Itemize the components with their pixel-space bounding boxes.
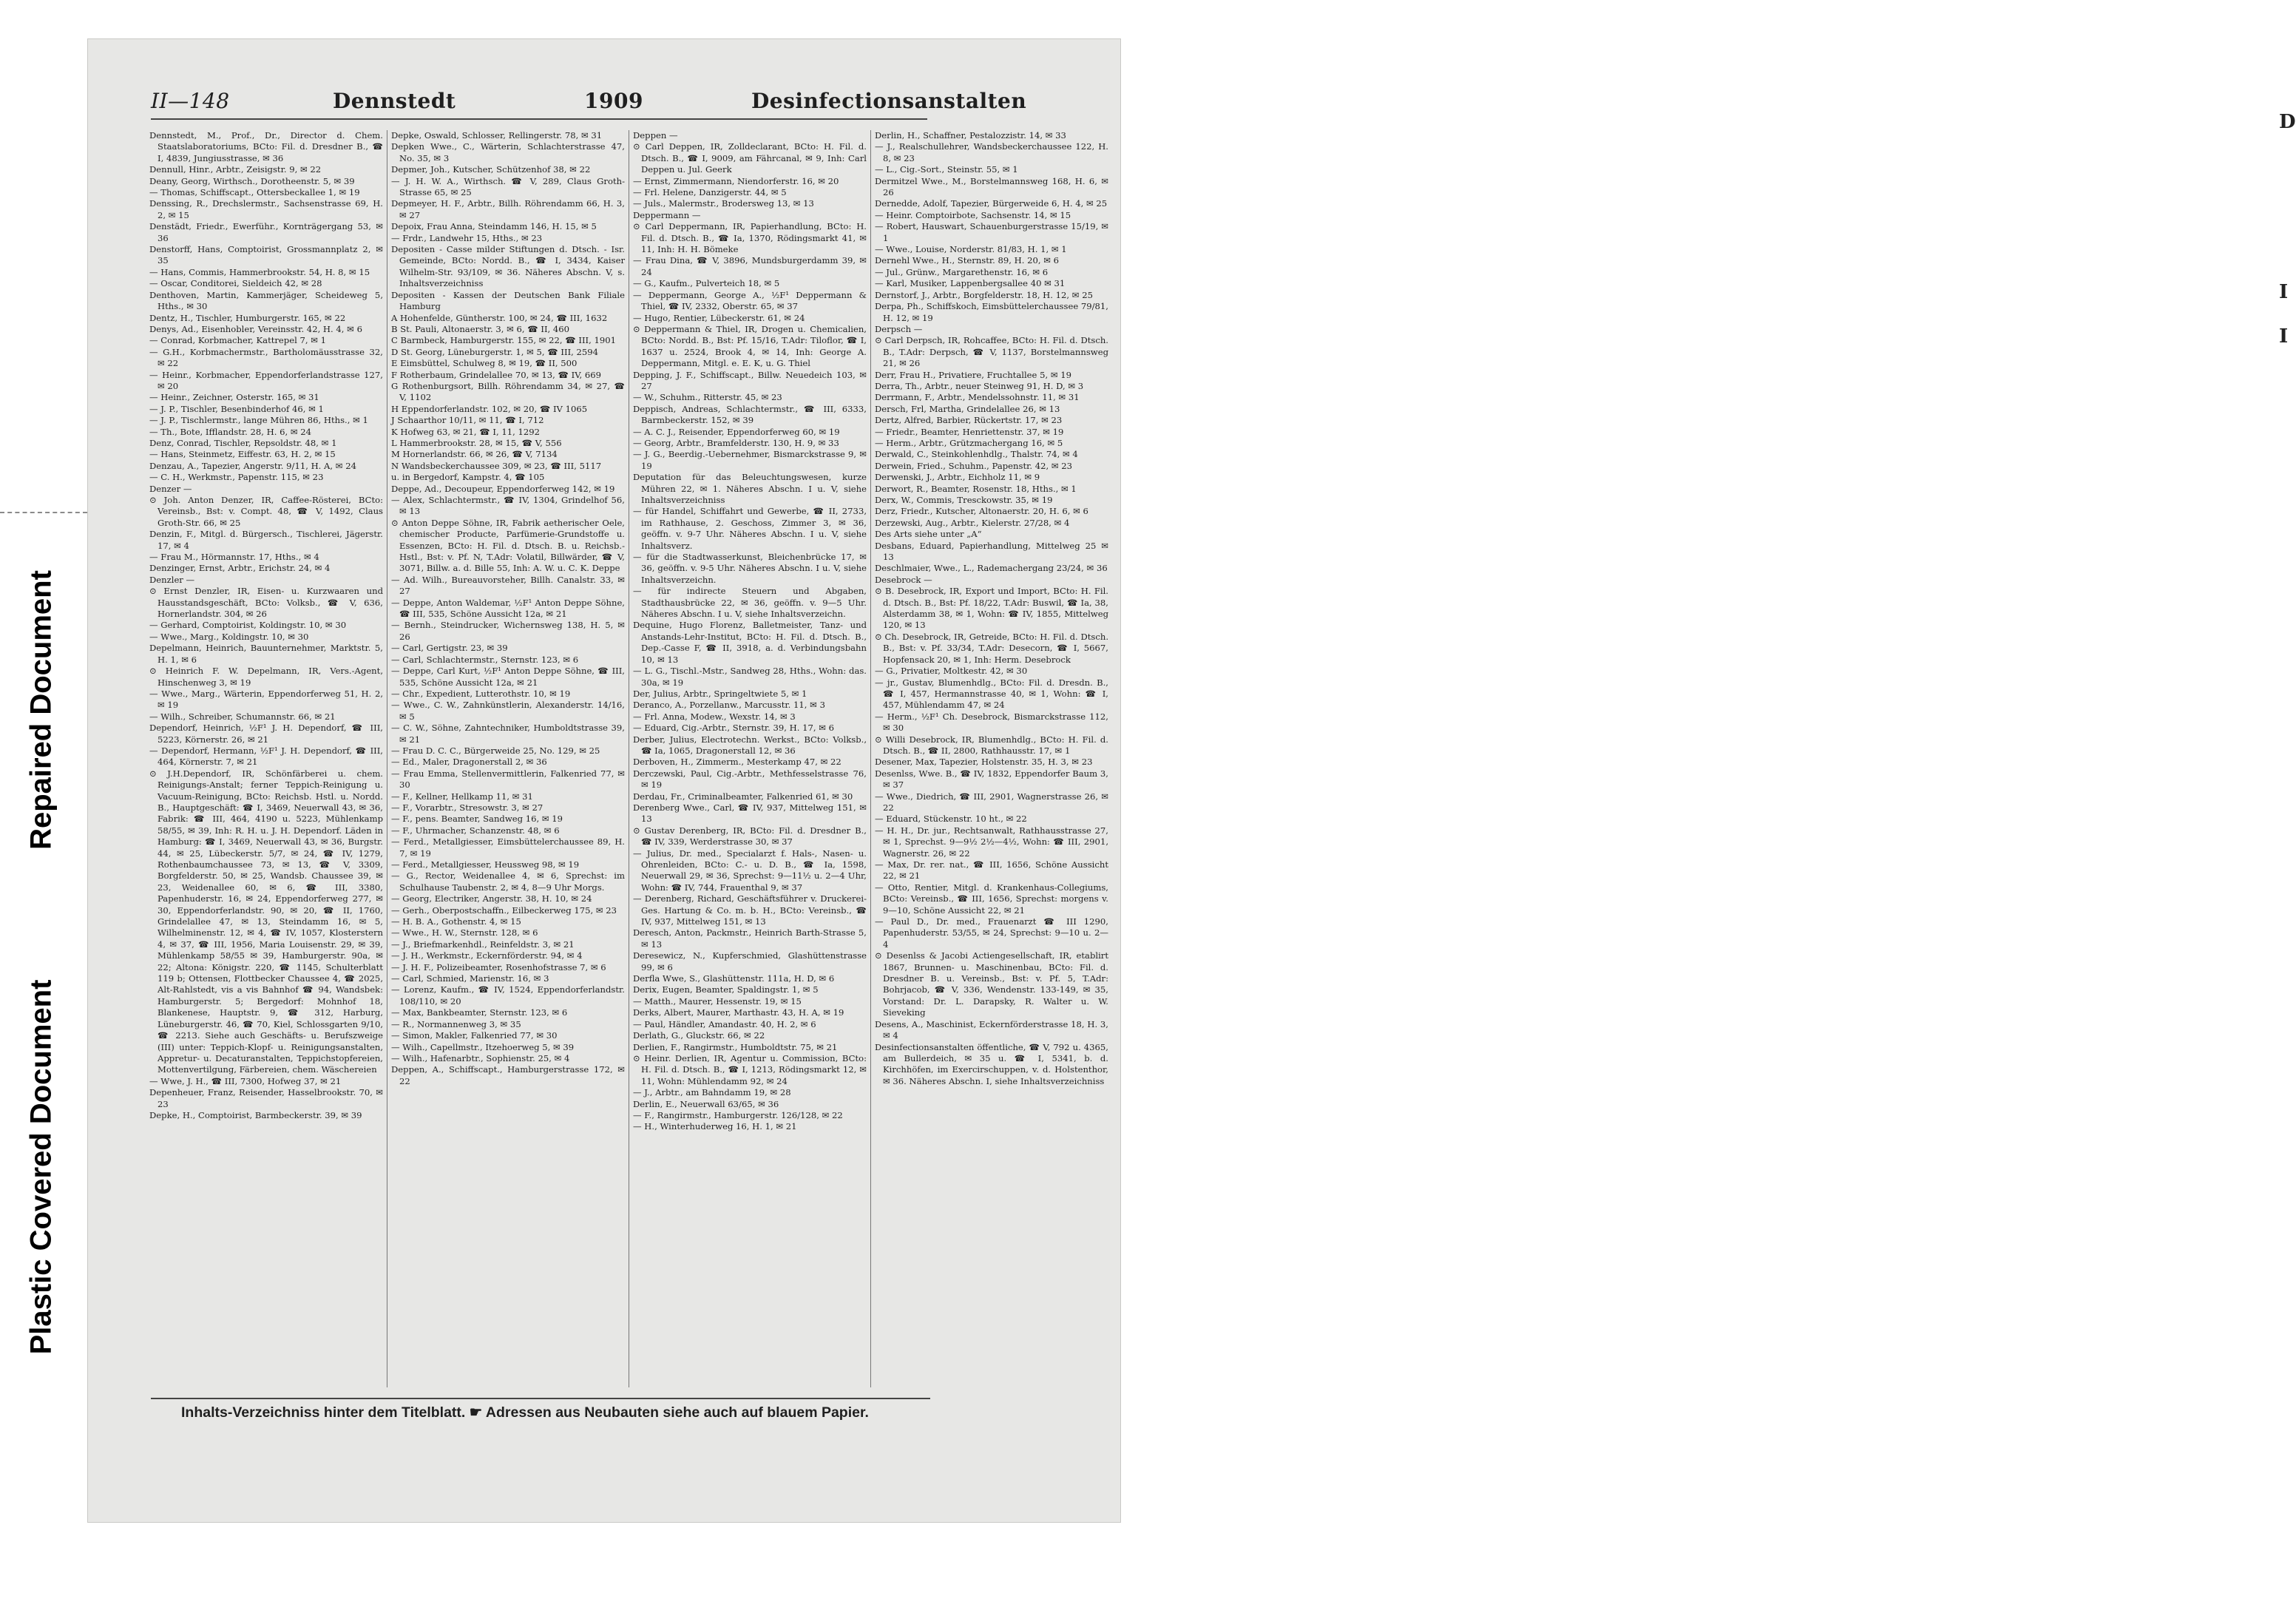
directory-entry: Derlien, F., Rangirmstr., Humboldtstr. 75, ✉ 21 bbox=[633, 1041, 838, 1052]
directory-entry: Derber, Julius, Electrotechn. Werkst., BCto: Volksb., ☎ Ia, 1065, Dragonerstall 12, ✉ 36 bbox=[633, 734, 867, 756]
directory-entry: Denzer — bbox=[149, 483, 192, 494]
directory-entry: ⊙ Willi Desebrock, IR, Blumenhdlg., BCto: H. Fil. d. Dtsch. B., ☎ II, 2800, Rathhausstr. 17, ✉ 1 bbox=[875, 734, 1108, 756]
directory-entry: — Wilh., Schreiber, Schumannstr. 66, ✉ 21 bbox=[149, 711, 336, 722]
directory-entry: — Eduard, Stückenstr. 10 ht., ✉ 22 bbox=[875, 814, 1027, 825]
directory-entry: — Th., Bote, Ifflandstr. 28, H. 6, ✉ 24 bbox=[149, 426, 312, 437]
directory-entry: ⊙ J.H.Dependorf, IR, Schönfärberei u. chem. Reinigungs-Anstalt; ferner Teppich-Reinigung u. Vacuum-Reinigung, BCto: Reichsb. Hstl. u. Nordd. B., Hauptgeschäft: ☎ I, 3469, Neuerwall 43, ✉ 36, Fabrik: ☎ III, 464, 4190 u. 5223, Mühlenkamp 58/55, ✉ 39, Inh: R. H. u. J. H. Dependorf. Läden in Hamburg: ☎ I, 3469, Neuerwall 43, ✉ 36, Burgstr. 44, ✉ 25, Lübeckerstr. 5/7, ✉ 24, ☎ IV, 1279, Rothenbaumchaussee 73, ✉ 13, ☎ V, 3309, Borgfelderstr. 50, ✉ 25, Wandsb. Chaussee 39, ✉ 23, Weidenallee 60, ✉ 6, ☎ III, 3380, Papenhuderstr. 16, ✉ 24, Eppendorferweg 277, ✉ 30, Eppendorferlandstr. 90, ✉ 20, ☎ II, 1760, Grindelallee 47, ✉ 13, Steindamm 16, ✉ 5, Wilhelminenstr. 12, ✉ 4, ☎ IV, 1057, Klosterstern 4, ✉ 37, ☎ III, 1956, Maria Louisenstr. 29, ✉ 39, Mühlenkamp 58/55 ✉ 39, Hamburgerstr. 90a, ✉ 22; Altona: Königstr. 220, ☎ 1145, Schulterblatt 119 b; Ottensen, Flottbecker Chaussee 4, ☎ 2025, Alt-Rahlstedt, vis a vis Bahnhof ☎ 94, Wandsbek: Hamburgerstr. 5; Bergedorf: Mohnhof 18, Blankenese, Hauptstr. 9, ☎ 312, Harburg, Lüneburgerstr. 46, ☎ 70, Kiel, Schlossgarten 9/10, ☎ 2213. Siehe auch Geschäfts- u. Berufszweige (III) unter: Teppich-Klopf- u. Reinigungsanstalten, Appretur- u. Decaturanstalten, Teppichstopfereien, Mottenvertilgung, Färbereien, chem. Wäschereien bbox=[149, 768, 383, 1075]
directory-entry: G Rothenburgsort, Billh. Röhrendamm 34, ✉ 27, ☎ V, 1102 bbox=[391, 380, 625, 403]
footer-rule bbox=[151, 1398, 930, 1399]
directory-entry: Der, Julius, Arbtr., Springeltwiete 5, ✉ 1 bbox=[633, 688, 807, 699]
directory-entry: Desens, A., Maschinist, Eckernförderstrasse 18, H. 3, ✉ 4 bbox=[875, 1018, 1108, 1041]
directory-entry: Derboven, H., Zimmerm., Mesterkamp 47, ✉ 22 bbox=[633, 757, 841, 768]
edge-fragment: I bbox=[2279, 325, 2289, 348]
directory-entry: — W., Schuhm., Ritterstr. 45, ✉ 23 bbox=[633, 392, 782, 403]
directory-entry: Deresewicz, N., Kupferschmied, Glashüttenstrasse 99, ✉ 6 bbox=[633, 950, 867, 973]
directory-entry: Derzewski, Aug., Arbtr., Kielerstr. 27/28, ✉ 4 bbox=[875, 517, 1070, 528]
directory-entry: — Paul D., Dr. med., Frauenarzt ☎ III 1290, Papenhuderstr. 53/55, ✉ 24, Sprechst: 9—10 u. 2—4 bbox=[875, 916, 1108, 950]
directory-entry: ⊙ Desenlss & Jacobi Actiengesellschaft, IR, etablirt 1867, Brunnen- u. Maschinenbau, BCto: Fil. d. Dresdner B. u. Vereinsb., Bst: v. Pf. 5, T.Adr: Bohrjacob, ☎ V, 336, Wendenstr. 133-149, ✉ 35, Vorstand: Dr. L. Darapsky, R. Walter u. W. Sieveking bbox=[875, 950, 1108, 1018]
directory-entry: Depken Wwe., C., Wärterin, Schlachterstrasse 47, No. 35, ✉ 3 bbox=[391, 141, 625, 163]
directory-entry: Desenlss, Wwe. B., ☎ IV, 1832, Eppendorfer Baum 3, ✉ 37 bbox=[875, 768, 1108, 791]
directory-entry: — Wwe., Marg., Koldingstr. 10, ✉ 30 bbox=[149, 631, 309, 642]
directory-entry: — Deppe, Carl Kurt, ½F¹ Anton Deppe Söhne, ☎ III, 535, Schöne Aussicht 12a, ✉ 21 bbox=[391, 666, 625, 688]
directory-column-1 bbox=[149, 130, 383, 1393]
directory-entry: Dersch, Frl, Martha, Grindelallee 26, ✉ 13 bbox=[875, 403, 1060, 414]
directory-entry: — J., Realschullehrer, Wandsbeckerchaussee 122, H. 8, ✉ 23 bbox=[875, 141, 1108, 163]
directory-entry: — Wwe, J. H., ☎ III, 7300, Hofweg 37, ✉ 21 bbox=[149, 1075, 342, 1086]
directory-entry: Denssing, R., Drechslermstr., Sachsenstrasse 69, H. 2, ✉ 15 bbox=[149, 198, 383, 220]
directory-entry: E Eimsbüttel, Schulweg 8, ✉ 19, ☎ II, 500 bbox=[391, 358, 578, 369]
directory-entry: — Ed., Maler, Dragonerstall 2, ✉ 36 bbox=[391, 757, 547, 768]
directory-entry: — J., Briefmarkenhdl., Reinfeldstr. 3, ✉ 21 bbox=[391, 938, 575, 950]
directory-entry: — G., Rector, Weidenallee 4, ✉ 6, Sprechst: im Schulhause Taubenstr. 2, ✉ 4, 8—9 Uhr Morgs. bbox=[391, 870, 625, 893]
directory-column-3 bbox=[633, 130, 867, 1393]
directory-entry: — für indirecte Steuern und Abgaben, Stadthausbrücke 22, ✉ 36, geöffn. v. 9—5 Uhr. Näheres Abschn. I u. V, siehe Inhaltsverzeichn. bbox=[633, 586, 867, 620]
directory-entry: Derlin, E., Neuerwall 63/65, ✉ 36 bbox=[633, 1098, 779, 1109]
directory-entry: Derwort, R., Beamter, Rosenstr. 18, Hths., ✉ 1 bbox=[875, 483, 1077, 494]
directory-entry: — G., Kaufm., Pulverteich 18, ✉ 5 bbox=[633, 278, 780, 289]
covered-document-text: Plastic Covered Document bbox=[24, 979, 58, 1354]
directory-entry: — Wwe., Marg., Wärterin, Eppendorferweg 51, H. 2, ✉ 19 bbox=[149, 688, 383, 711]
directory-entry: Depping, J. F., Schiffscapt., Billw. Neuedeich 103, ✉ 27 bbox=[633, 369, 867, 391]
directory-entry: Dertz, Alfred, Barbier, Rückertstr. 17, ✉ 23 bbox=[875, 415, 1063, 426]
directory-entry: — Gerhard, Comptoirist, Koldingstr. 10, ✉ 30 bbox=[149, 620, 347, 631]
directory-entry: — Carl, Schmied, Marienstr. 16, ✉ 3 bbox=[391, 973, 549, 984]
directory-entry: — Gerh., Oberpostschaffn., Eilbeckerweg 175, ✉ 23 bbox=[391, 904, 617, 916]
directory-entry: — für Handel, Schiffahrt und Gewerbe, ☎ II, 2733, im Rathhause, 2. Geschoss, Zimmer 3, ✉ 36, geöffn. v. 9-7 Uhr. Näheres Abschn. I u. V, siehe Inhaltsverz. bbox=[633, 506, 867, 551]
directory-entry: — Frl. Anna, Modew., Wexstr. 14, ✉ 3 bbox=[633, 711, 796, 722]
directory-entry: M Hornerlandstr. 66, ✉ 26, ☎ V, 7134 bbox=[391, 449, 558, 460]
directory-entry: — Hugo, Rentier, Lübeckerstr. 61, ✉ 24 bbox=[633, 312, 805, 323]
directory-column-4 bbox=[875, 130, 1108, 1393]
directory-entry: Desener, Max, Tapezier, Holstenstr. 35, H. 3, ✉ 23 bbox=[875, 757, 1093, 768]
directory-entry: Dernedde, Adolf, Tapezier, Bürgerweide 6, H. 4, ✉ 25 bbox=[875, 198, 1108, 209]
directory-entry: Deppe, Ad., Decoupeur, Eppendorferweg 142, ✉ 19 bbox=[391, 483, 615, 494]
directory-entry: — Wilh., Hafenarbtr., Sophienstr. 25, ✉ 4 bbox=[391, 1052, 570, 1063]
directory-entry: — Dependorf, Hermann, ½F¹ J. H. Dependorf, ☎ III, 464, Körnerstr. 7, ✉ 21 bbox=[149, 745, 383, 768]
directory-entry: Depke, Oswald, Schlosser, Rellingerstr. 78, ✉ 31 bbox=[391, 130, 603, 141]
directory-entry: ⊙ Deppermann & Thiel, IR, Drogen u. Chemicalien, BCto: Nordd. B., Bst: Pf. 15/16, T.Adr: Tiloflor, ☎ I, 1637 u. 2524, Brook 4, ✉ 14, Inh: George A. Deppermann, Mitgl. e. E. K, u. G. Thiel bbox=[633, 323, 867, 369]
directory-entry: Depoix, Frau Anna, Steindamm 146, H. 15, ✉ 5 bbox=[391, 221, 597, 232]
directory-entry: — F., Uhrmacher, Schanzenstr. 48, ✉ 6 bbox=[391, 825, 560, 836]
directory-entry: Denzinger, Ernst, Arbtr., Erichstr. 24, ✉ 4 bbox=[149, 563, 331, 574]
directory-column-2 bbox=[391, 130, 625, 1393]
directory-entry: Deppisch, Andreas, Schlachtermstr., ☎ III, 6333, Barmbeckerstr. 152, ✉ 39 bbox=[633, 403, 867, 426]
directory-entry: Deany, Georg, Wirthsch., Dorotheenstr. 5, ✉ 39 bbox=[149, 175, 355, 186]
directory-entry: — Deppe, Anton Waldemar, ½F¹ Anton Deppe Söhne, ☎ III, 535, Schöne Aussicht 12a, ✉ 21 bbox=[391, 597, 625, 620]
directory-entry: ⊙ Anton Deppe Söhne, IR, Fabrik aetherischer Oele, chemischer Producte, Parfümerie-Grundstoffe u. Essenzen, BCto: H. Fil. d. Dtsch. B. u. Reichsb.-Hstl., Bst: v. Pf. N, T.Adr: Volatil, Billwärder, ☎ V, 3071, Billw. a. d. Bille 55, Inh: A. W. u. C. K. Deppe bbox=[391, 517, 625, 574]
directory-entry: L Hammerbrookstr. 28, ✉ 15, ☎ V, 556 bbox=[391, 437, 562, 448]
directory-entry: ⊙ Ch. Desebrock, IR, Getreide, BCto: H. Fil. d. Dtsch. B., Bst: v. Pf. 33/34, T.Adr: Desecorn, ☎ I, 5667, Hopfensack 20, ✉ 1, Inh: Herm. Desebrock bbox=[875, 631, 1108, 665]
directory-entry: — Julius, Dr. med., Specialarzt f. Hals-, Nasen- u. Ohrenleiden, BCto: C.- u. D. B., ☎ Ia, 1598, Neuerwall 29, ✉ 36, Sprechst: 9—11½ u. 2—4 Uhr, Wohn: ☎ IV, 744, Frauenthal 9, ✉ 37 bbox=[633, 848, 867, 893]
directory-entry: ⊙ B. Desebrock, IR, Export und Import, BCto: H. Fil. d. Dtsch. B., Bst: Pf. 18/22, T.Adr: Buswil, ☎ Ia, 38, Alsterdamm 38, ✉ 1, Wohn: ☎ IV, 1855, Mittelweg 120, ✉ 13 bbox=[875, 586, 1108, 631]
directory-entry: Dependorf, Heinrich, ½F¹ J. H. Dependorf, ☎ III, 5223, Körnerstr. 26, ✉ 21 bbox=[149, 723, 383, 745]
directory-entry: — Matth., Maurer, Hessenstr. 19, ✉ 15 bbox=[633, 995, 802, 1007]
directory-entry: — Ferd., Metallgiesser, Eimsbüttelerchaussee 89, H. 7, ✉ 19 bbox=[391, 836, 625, 859]
directory-entry: ⊙ Carl Derpsch, IR, Rohcaffee, BCto: H. Fil. d. Dtsch. B., T.Adr: Derpsch, ☎ V, 1137, Borstelmannsweg 21, ✉ 26 bbox=[875, 335, 1108, 369]
directory-entry: Denys, Ad., Eisenhobler, Vereinsstr. 42, H. 4, ✉ 6 bbox=[149, 323, 362, 334]
directory-entry: — F., Rangirmstr., Hamburgerstr. 126/128, ✉ 22 bbox=[633, 1109, 843, 1120]
directory-entry: — Heinr., Korbmacher, Eppendorferlandstrasse 127, ✉ 20 bbox=[149, 369, 383, 391]
directory-entry: ⊙ Carl Deppen, IR, Zolldeclarant, BCto: H. Fil. d. Dtsch. B., ☎ I, 9009, am Fährcanal, ✉ 9, Inh: Carl Deppen u. Jul. Geerk bbox=[633, 141, 867, 175]
directory-entry: Denthoven, Martin, Kammerjäger, Scheideweg 5, Hths., ✉ 30 bbox=[149, 289, 383, 312]
directory-entry: Dequine, Hugo Florenz, Balletmeister, Tanz- und Anstands-Lehr-Institut, BCto: H. Fil. d. Dtsch. B., Dep.-Casse F, ☎ II, 3918, a. d. Verbindungsbahn 10, ✉ 13 bbox=[633, 620, 867, 665]
directory-entry: — Hans, Steinmetz, Eiffestr. 63, H. 2, ✉ 15 bbox=[149, 449, 336, 460]
directory-entry: ⊙ Carl Deppermann, IR, Papierhandlung, BCto: H. Fil. d. Dtsch. B., ☎ Ia, 1370, Rödingsmarkt 41, ✉ 11, Inh: H. H. Bömeke bbox=[633, 221, 867, 255]
directory-entry: — jr., Gustav, Blumenhdlg., BCto: Fil. d. Dresdn. B., ☎ I, 457, Hermannstrasse 40, ✉ 1, Wohn: ☎ I, 457, Mühlendamm 47, ✉ 24 bbox=[875, 677, 1108, 711]
repaired-document-label bbox=[3, 518, 80, 902]
directory-entry: — Conrad, Korbmacher, Kattrepel 7, ✉ 1 bbox=[149, 335, 326, 346]
edge-fragment: D bbox=[2279, 111, 2296, 133]
directory-entry: — J. P., Tischlermstr., lange Mühren 86, Hths., ✉ 1 bbox=[149, 415, 368, 426]
running-header bbox=[151, 89, 1027, 118]
directory-entry: ⊙ Heinrich F. W. Depelmann, IR, Vers.-Agent, Hinschenweg 3, ✉ 19 bbox=[149, 666, 383, 688]
directory-entry: Derczewski, Paul, Cig.-Arbtr., Methfesselstrasse 76, ✉ 19 bbox=[633, 768, 867, 791]
directory-entry: — C. H., Werkmstr., Papenstr. 115, ✉ 23 bbox=[149, 472, 324, 483]
directory-entry: — Max, Bankbeamter, Sternstr. 123, ✉ 6 bbox=[391, 1007, 568, 1018]
directory-entry: Depelmann, Heinrich, Bauunternehmer, Marktstr. 5, H. 1, ✉ 6 bbox=[149, 643, 383, 665]
directory-entry: Dennstedt, M., Prof., Dr., Director d. Chem. Staatslaboratoriums, BCto: Fil. d. Dresdner B., ☎ I, 4839, Jungiusstrasse, ✉ 36 bbox=[149, 130, 383, 163]
directory-entry: Desbans, Eduard, Papierhandlung, Mittelweg 25 ✉ 13 bbox=[875, 540, 1108, 563]
directory-entry: — Alex, Schlachtermstr., ☎ IV, 1304, Grindelhof 56, ✉ 13 bbox=[391, 495, 625, 517]
directory-entry: — Oscar, Conditorei, Sieldeich 42, ✉ 28 bbox=[149, 278, 322, 289]
header-name: Dennstedt bbox=[333, 89, 456, 113]
directory-entry: — Frau Dina, ☎ V, 3896, Mundsburgerdamm 39, ✉ 24 bbox=[633, 255, 867, 277]
directory-entry: Denzin, F., Mitgl. d. Bürgersch., Tischlerei, Jägerstr. 17, ✉ 4 bbox=[149, 529, 383, 551]
directory-entry: — Deppermann, George A., ½F¹ Deppermann & Thiel, ☎ IV, 2332, Oberstr. 65, ✉ 37 bbox=[633, 289, 867, 312]
directory-entry: Derx, W., Commis, Tresckowstr. 35, ✉ 19 bbox=[875, 495, 1053, 505]
directory-entry: Derpsch — bbox=[875, 323, 923, 334]
directory-entry: — Frdr., Landwehr 15, Hths., ✉ 23 bbox=[391, 232, 543, 243]
directory-entry: Dernstorf, J., Arbtr., Borgfelderstr. 18, H. 12, ✉ 25 bbox=[875, 289, 1093, 300]
directory-entry: — Ferd., Metallgiesser, Heussweg 98, ✉ 19 bbox=[391, 859, 580, 870]
directory-entry: B St. Pauli, Altonaerstr. 3, ✉ 6, ☎ II, 460 bbox=[391, 323, 570, 334]
directory-entry: — Georg, Arbtr., Bramfelderstr. 130, H. 9, ✉ 33 bbox=[633, 437, 839, 448]
directory-entry: Depmeyer, H. F., Arbtr., Billh. Röhrendamm 66, H. 3, ✉ 27 bbox=[391, 198, 625, 220]
header-section: Desinfectionsanstalten bbox=[751, 89, 1027, 113]
directory-entry: — Frau Emma, Stellenvermittlerin, Falkenried 77, ✉ 30 bbox=[391, 768, 625, 791]
directory-entry: — F., pens. Beamter, Sandweg 16, ✉ 19 bbox=[391, 814, 563, 825]
directory-entry: Derwein, Fried., Schuhm., Papenstr. 42, ✉ 23 bbox=[875, 460, 1073, 471]
directory-entry: Depmer, Joh., Kutscher, Schützenhof 38, ✉ 22 bbox=[391, 164, 591, 175]
directory-entry: Depenheuer, Franz, Reisender, Hasselbrookstr. 70, ✉ 23 bbox=[149, 1087, 383, 1109]
directory-entry: Deresch, Anton, Packmstr., Heinrich Barth-Strasse 5, ✉ 13 bbox=[633, 927, 867, 950]
directory-entry: Desinfectionsanstalten öffentliche, ☎ V, 792 u. 4365, am Bullerdeich, ✉ 35 u. ☎ I, 5341, b. d. Kirchhöfen, im Exercirschuppen, v. d. Holstenthor, ✉ 36. Näheres Abschn. I, siehe Inhaltsverzeichniss bbox=[875, 1041, 1108, 1086]
directory-entry: Derwenski, J., Arbtr., Eichholz 11, ✉ 9 bbox=[875, 472, 1040, 483]
directory-entry: D St. Georg, Lüneburgerstr. 1, ✉ 5, ☎ III, 2594 bbox=[391, 346, 599, 357]
directory-entry: — Herm., ½F¹ Ch. Desebrock, Bismarckstrasse 112, ✉ 30 bbox=[875, 711, 1108, 734]
directory-entry: Derdau, Fr., Criminalbeamter, Falkenried 61, ✉ 30 bbox=[633, 791, 853, 802]
edge-fragment: I bbox=[2279, 281, 2289, 303]
column-divider bbox=[870, 130, 871, 1387]
directory-entry: — J. P., Tischler, Besenbinderhof 46, ✉ 1 bbox=[149, 403, 324, 414]
directory-entry: N Wandsbeckerchaussee 309, ✉ 23, ☎ III, 5117 bbox=[391, 460, 602, 471]
directory-entry: Derenberg Wwe., Carl, ☎ IV, 937, Mittelweg 151, ✉ 13 bbox=[633, 802, 867, 825]
directory-entry: — Wwe., H. W., Sternstr. 128, ✉ 6 bbox=[391, 927, 538, 938]
directory-entry: A Hohenfelde, Güntherstr. 100, ✉ 24, ☎ III, 1632 bbox=[391, 312, 608, 323]
directory-entry: Deschlmaier, Wwe., L., Rademachergang 23/24, ✉ 36 bbox=[875, 563, 1108, 574]
directory-entry: Derra, Th., Arbtr., neuer Steinweg 91, H. D, ✉ 3 bbox=[875, 380, 1084, 391]
directory-entry: — Chr., Expedient, Lutterothstr. 10, ✉ 19 bbox=[391, 688, 571, 699]
directory-entry: C Barmbeck, Hamburgerstr. 155, ✉ 22, ☎ III, 1901 bbox=[391, 335, 616, 346]
directory-entry: — Friedr., Beamter, Henriettenstr. 37, ✉ 19 bbox=[875, 426, 1064, 437]
directory-entry: — für die Stadtwasserkunst, Bleichenbrücke 17, ✉ 36, geöffn. v. 9-5 Uhr. Näheres Abschn. I u. V, siehe Inhaltsverzeichn. bbox=[633, 552, 867, 585]
directory-entry: Deppermann — bbox=[633, 209, 701, 220]
directory-entry: Deppen, A., Schiffscapt., Hamburgerstrasse 172, ✉ 22 bbox=[391, 1064, 625, 1086]
directory-entry: Derrmann, F., Arbtr., Mendelssohnstr. 11, ✉ 31 bbox=[875, 392, 1080, 403]
directory-entry: — Herm., Arbtr., Grützmachergang 16, ✉ 5 bbox=[875, 437, 1063, 448]
directory-entry: — Frau M., Hörmannstr. 17, Hths., ✉ 4 bbox=[149, 552, 319, 563]
directory-entry: — Wwe., Diedrich, ☎ III, 2901, Wagnerstrasse 26, ✉ 22 bbox=[875, 791, 1108, 813]
directory-entry: — H. H., Dr. jur., Rechtsanwalt, Rathhausstrasse 27, ✉ 1, Sprechst. 9—9½ 2½—4½, Wohn: ☎ III, 2901, Wagnerstr. 26, ✉ 22 bbox=[875, 825, 1108, 859]
directory-entry: — G., Privatier, Moltkestr. 42, ✉ 30 bbox=[875, 666, 1028, 677]
directory-entry: — H., Winterhuderweg 16, H. 1, ✉ 21 bbox=[633, 1121, 797, 1132]
directory-entry: — Lorenz, Kaufm., ☎ IV, 1524, Eppendorferlandstr. 108/110, ✉ 20 bbox=[391, 984, 625, 1007]
directory-entry: Depositen - Casse milder Stiftungen d. Dtsch. - Isr. Gemeinde, BCto: Nordd. B., ☎ I, 3434, Kaiser Wilhelm-Str. 93/109, ✉ 36. Näheres Abschn. V, s. Inhaltsverzeichniss bbox=[391, 244, 625, 289]
header-year: 1909 bbox=[584, 89, 643, 113]
directory-entry: — F., Vorarbtr., Stresowstr. 3, ✉ 27 bbox=[391, 802, 543, 813]
directory-entry: — Jul., Grünw., Margarethenstr. 16, ✉ 6 bbox=[875, 266, 1049, 277]
directory-entry: Des Arts siehe unter „A“ bbox=[875, 529, 982, 540]
directory-entry: Dermitzel Wwe., M., Borstelmannsweg 168, H. 6, ✉ 26 bbox=[875, 175, 1108, 198]
directory-entry: — J. H. F., Polizeibeamter, Rosenhofstrasse 7, ✉ 6 bbox=[391, 961, 606, 973]
directory-entry: — Ad. Wilh., Bureauvorsteher, Billh. Canalstr. 33, ✉ 27 bbox=[391, 574, 625, 597]
directory-entry: — Otto, Rentier, Mitgl. d. Krankenhaus-Collegiums, BCto: Vereinsb., ☎ III, 1656, Sprechst: morgens v. 9—10, Schöne Aussicht 22, ✉ 21 bbox=[875, 882, 1108, 916]
directory-entry: Denstorff, Hans, Comptoirist, Grossmannplatz 2, ✉ 35 bbox=[149, 244, 383, 266]
directory-entry: — Simon, Makler, Falkenried 77, ✉ 30 bbox=[391, 1030, 558, 1041]
directory-entry: — Heinr. Comptoirbote, Sachsenstr. 14, ✉ 15 bbox=[875, 209, 1071, 220]
directory-entry: — Georg, Electriker, Angerstr. 38, H. 10, ✉ 24 bbox=[391, 893, 592, 904]
directory-entry: Derlin, H., Schaffner, Pestalozzistr. 14, ✉ 33 bbox=[875, 130, 1066, 141]
directory-entry: — J. H. W. A., Wirthsch. ☎ V, 289, Claus Groth-Strasse 65, ✉ 25 bbox=[391, 175, 625, 198]
directory-entry: — Carl, Schlachtermstr., Sternstr. 123, ✉ 6 bbox=[391, 654, 579, 665]
directory-entry: — L., Cig.-Sort., Steinstr. 55, ✉ 1 bbox=[875, 164, 1018, 175]
directory-entry: Depositen - Kassen der Deutschen Bank Filiale Hamburg bbox=[391, 289, 625, 312]
directory-entry: — J. H., Werkmstr., Eckernförderstr. 94, ✉ 4 bbox=[391, 950, 583, 961]
directory-entry: — Eduard, Cig.-Arbtr., Sternstr. 39, H. 17, ✉ 6 bbox=[633, 723, 835, 734]
directory-entry: — R., Normannenweg 3, ✉ 35 bbox=[391, 1018, 521, 1029]
directory-entry: u. in Bergedorf, Kampstr. 4, ☎ 105 bbox=[391, 472, 545, 483]
directory-entry: — J. G., Beerdig.-Uebernehmer, Bismarckstrasse 9, ✉ 19 bbox=[633, 449, 867, 471]
directory-entry: Derfla Wwe, S., Glashüttenstr. 111a, H. D, ✉ 6 bbox=[633, 973, 835, 984]
directory-entry: — Bernh., Steindrucker, Wichernsweg 138, H. 5, ✉ 26 bbox=[391, 620, 625, 642]
directory-entry: Dernehl Wwe., H., Sternstr. 89, H. 20, ✉ 6 bbox=[875, 255, 1060, 266]
covered-document-label bbox=[3, 961, 80, 1372]
directory-entry: Desebrock — bbox=[875, 574, 932, 585]
directory-entry: F Rotherbaum, Grindelallee 70, ✉ 13, ☎ IV, 669 bbox=[391, 369, 602, 380]
directory-entry: Deppen — bbox=[633, 130, 678, 141]
directory-entry: — J., Arbtr., am Bahndamm 19, ✉ 28 bbox=[633, 1087, 791, 1098]
directory-entry: Dentz, H., Tischler, Humburgerstr. 165, ✉ 22 bbox=[149, 312, 346, 323]
directory-entry: Derwald, C., Steinkohlenhdlg., Thalstr. 74, ✉ 4 bbox=[875, 449, 1078, 460]
directory-entry: Denz, Conrad, Tischler, Repsoldstr. 48, ✉ 1 bbox=[149, 437, 337, 448]
directory-entry: Dennull, Hinr., Arbtr., Zeisigstr. 9, ✉ 22 bbox=[149, 164, 322, 175]
directory-entry: — Robert, Hauswart, Schauenburgerstrasse 15/19, ✉ 1 bbox=[875, 221, 1108, 243]
left-margin bbox=[0, 0, 87, 1610]
directory-entry: J Schaarthor 10/11, ✉ 11, ☎ I, 712 bbox=[391, 415, 544, 426]
directory-entry: Derlath, G., Gluckstr. 66, ✉ 22 bbox=[633, 1030, 765, 1041]
directory-entry: — F., Kellner, Hellkamp 11, ✉ 31 bbox=[391, 791, 533, 802]
directory-entry: Derix, Eugen, Beamter, Spaldingstr. 1, ✉ 5 bbox=[633, 984, 819, 995]
directory-entry: Derks, Albert, Maurer, Marthastr. 43, H. A, ✉ 19 bbox=[633, 1007, 844, 1018]
directory-entry: — Carl, Gertigstr. 23, ✉ 39 bbox=[391, 643, 508, 654]
directory-entry: — Frau D. C. C., Bürgerweide 25, No. 129, ✉ 25 bbox=[391, 745, 600, 756]
directory-entry: — Derenberg, Richard, Geschäftsführer v. Druckerei-Ges. Hartung & Co. m. b. H., BCto: Vereinsb., ☎ IV, 937, Mittelweg 151, ✉ 13 bbox=[633, 893, 867, 927]
directory-entry: — Max, Dr. rer. nat., ☎ III, 1656, Schöne Aussicht 22, ✉ 21 bbox=[875, 859, 1108, 882]
directory-entry: — L. G., Tischl.-Mstr., Sandweg 28, Hths., Wohn: das. 30a, ✉ 19 bbox=[633, 666, 867, 688]
directory-entry: Derz, Friedr., Kutscher, Altonaerstr. 20, H. 6, ✉ 6 bbox=[875, 506, 1088, 517]
directory-entry: K Hofweg 63, ✉ 21, ☎ I, 11, 1292 bbox=[391, 426, 540, 437]
directory-entry: — Wwe., C. W., Zahnkünstlerin, Alexanderstr. 14/16, ✉ 5 bbox=[391, 700, 625, 722]
directory-entry: Denzau, A., Tapezier, Angerstr. 9/11, H. A, ✉ 24 bbox=[149, 460, 356, 471]
directory-entry: Denstädt, Friedr., Ewerführ., Kornträgergang 53, ✉ 36 bbox=[149, 221, 383, 243]
repaired-document-text: Repaired Document bbox=[24, 570, 58, 850]
directory-entry: Depke, H., Comptoirist, Barmbeckerstr. 39, ✉ 39 bbox=[149, 1109, 362, 1120]
directory-entry: — Wwe., Louise, Norderstr. 81/83, H. 1, ✉ 1 bbox=[875, 244, 1067, 255]
directory-entry: — Ernst, Zimmermann, Niendorferstr. 16, ✉ 20 bbox=[633, 175, 839, 186]
directory-entry: Denzler — bbox=[149, 574, 195, 585]
directory-entry: Deputation für das Beleuchtungswesen, kurze Mühren 22, ✉ 1. Näheres Abschn. I u. V, siehe Inhaltsverzeichniss bbox=[633, 472, 867, 505]
directory-entry: ⊙ Joh. Anton Denzer, IR, Caffee-Rösterei, BCto: Vereinsb., Bst: v. Compt. 48, ☎ V, 1492, Claus Groth-Str. 66, ✉ 25 bbox=[149, 495, 383, 528]
directory-entry: Deranco, A., Porzellanw., Marcusstr. 11, ✉ 3 bbox=[633, 700, 825, 711]
directory-entry: ⊙ Gustav Derenberg, IR, BCto: Fil. d. Dresdner B., ☎ IV, 339, Werderstrasse 30, ✉ 37 bbox=[633, 825, 867, 848]
directory-entry: — A. C. J., Reisender, Eppendorferweg 60, ✉ 19 bbox=[633, 426, 840, 437]
directory-entry: — Thomas, Schiffscapt., Ottersbeckallee 1, ✉ 19 bbox=[149, 187, 360, 198]
directory-entry: — H. B. A., Gothenstr. 4, ✉ 15 bbox=[391, 916, 521, 927]
directory-entry: ⊙ Ernst Denzler, IR, Eisen- u. Kurzwaaren und Hausstandsgeschäft, BCto: Volksb., ☎ V, 636, Hornerlandstr. 304, ✉ 26 bbox=[149, 586, 383, 620]
page-number: II—148 bbox=[151, 89, 230, 113]
directory-entry: H Eppendorferlandstr. 102, ✉ 20, ☎ IV 1065 bbox=[391, 403, 588, 414]
directory-entry: — Hans, Commis, Hammerbrookstr. 54, H. 8, ✉ 15 bbox=[149, 266, 370, 277]
directory-entry: ⊙ Heinr. Derlien, IR, Agentur u. Commission, BCto: H. Fil. d. Dtsch. B., ☎ I, 1213, Rödingsmarkt 12, ✉ 11, Wohn: Mühlendamm 92, ✉ 24 bbox=[633, 1052, 867, 1086]
directory-entry: — Frl. Helene, Danzigerstr. 44, ✉ 5 bbox=[633, 187, 787, 198]
header-rule bbox=[151, 118, 927, 120]
dashed-divider bbox=[0, 512, 87, 513]
directory-entry: — C. W., Söhne, Zahntechniker, Humboldtstrasse 39, ✉ 21 bbox=[391, 723, 625, 745]
page-footer: Inhalts-Verzeichniss hinter dem Titelblatt. ☛ Adressen aus Neubauten siehe auch auf blauem Papier. bbox=[181, 1404, 869, 1421]
directory-entry: Derpa, Ph., Schiffskoch, Eimsbüttelerchaussee 79/81, H. 12, ✉ 19 bbox=[875, 301, 1108, 323]
directory-entry: — Paul, Händler, Amandastr. 40, H. 2, ✉ 6 bbox=[633, 1018, 816, 1029]
directory-entry: — Wilh., Capellmstr., Itzehoerweg 5, ✉ 39 bbox=[391, 1041, 575, 1052]
directory-entry: — Juls., Malermstr., Brodersweg 13, ✉ 13 bbox=[633, 198, 814, 209]
right-margin bbox=[1121, 0, 2296, 1610]
directory-entry: — Heinr., Zeichner, Osterstr. 165, ✉ 31 bbox=[149, 392, 319, 403]
directory-entry: — G.H., Korbmachermstr., Bartholomäusstrasse 32, ✉ 22 bbox=[149, 346, 383, 369]
directory-entry: — Karl, Musiker, Lappenbergsallee 40 ✉ 31 bbox=[875, 278, 1066, 289]
directory-entry: Derr, Frau H., Privatiere, Fruchtallee 5, ✉ 19 bbox=[875, 369, 1071, 380]
